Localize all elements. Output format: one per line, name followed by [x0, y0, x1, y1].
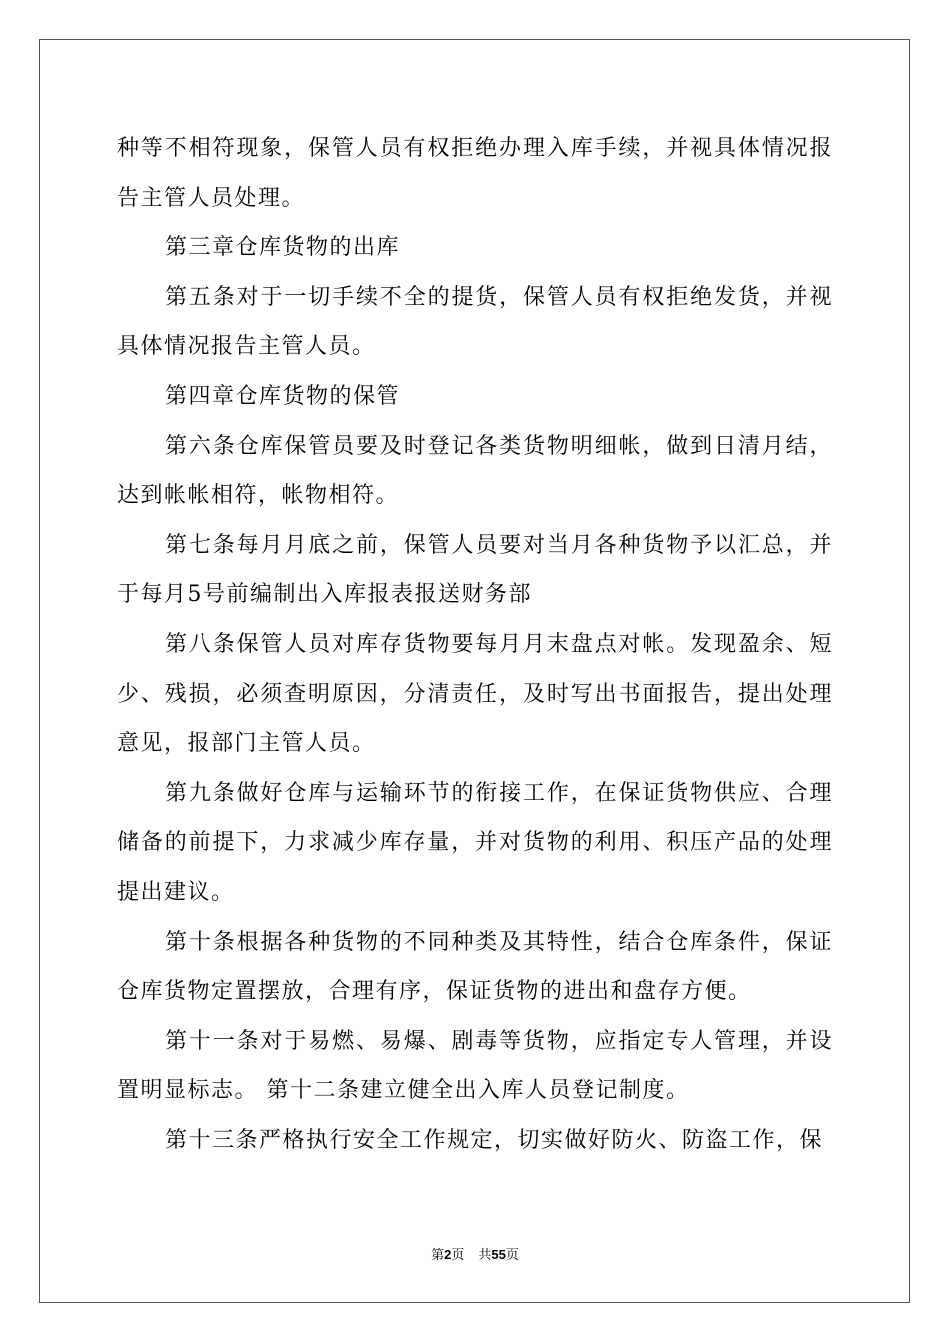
page-prefix: 第 — [431, 1248, 445, 1263]
total-suffix: 页 — [505, 1248, 519, 1263]
article-8: 第八条保管人员对库存货物要每月月末盘点对帐。发现盈余、短少、残损，必须查明原因，分清责任，及时写出书面报告，提出处理意见，报部门主管人员。 — [117, 631, 833, 757]
article-5: 第五条对于一切手续不全的提货，保管人员有权拒绝发货，并视具体情况报告主管人员。 — [117, 284, 833, 360]
page-suffix: 页 — [451, 1248, 465, 1263]
article-6: 第六条仓库保管员要及时登记各类货物明细帐，做到日清月结，达到帐帐相符，帐物相符。 — [117, 433, 833, 509]
total-prefix: 共 — [478, 1248, 492, 1263]
article-9: 第九条做好仓库与运输环节的衔接工作，在保证货物供应、合理储备的前提下，力求减少库存量，并对货物的利用、积压产品的处理提出建议。 — [117, 780, 833, 905]
article-13: 第十三条严格执行安全工作规定，切实做好防火、防盗工作，保 — [165, 1127, 824, 1153]
article-11-12: 第十一条对于易燃、易爆、剧毒等货物，应指定专人管理，并设置明显标志。 第十二条建立健全出入库人员登记制度。 — [117, 1028, 833, 1104]
chapter-heading-3: 第三章仓库货物的出库 — [165, 235, 401, 261]
article-10: 第十条根据各种货物的不同种类及其特性，结合仓库条件，保证仓库货物定置摆放，合理有序，保证货物的进出和盘存方便。 — [117, 929, 833, 1005]
page-footer — [0, 1245, 950, 1266]
paragraph-1: 种等不相符现象，保管人员有权拒绝办理入库手续，并视具体情况报告主管人员处理。 — [117, 136, 833, 211]
chapter-heading-4: 第四章仓库货物的保管 — [165, 383, 401, 409]
total-pages: 55 — [491, 1247, 506, 1262]
article-7: 第七条每月月底之前，保管人员要对当月各种货物予以汇总，并于每月5号前编制出入库报表报送财务部 — [117, 532, 833, 608]
page-number: 2 — [444, 1247, 452, 1262]
document-body — [117, 124, 833, 1165]
